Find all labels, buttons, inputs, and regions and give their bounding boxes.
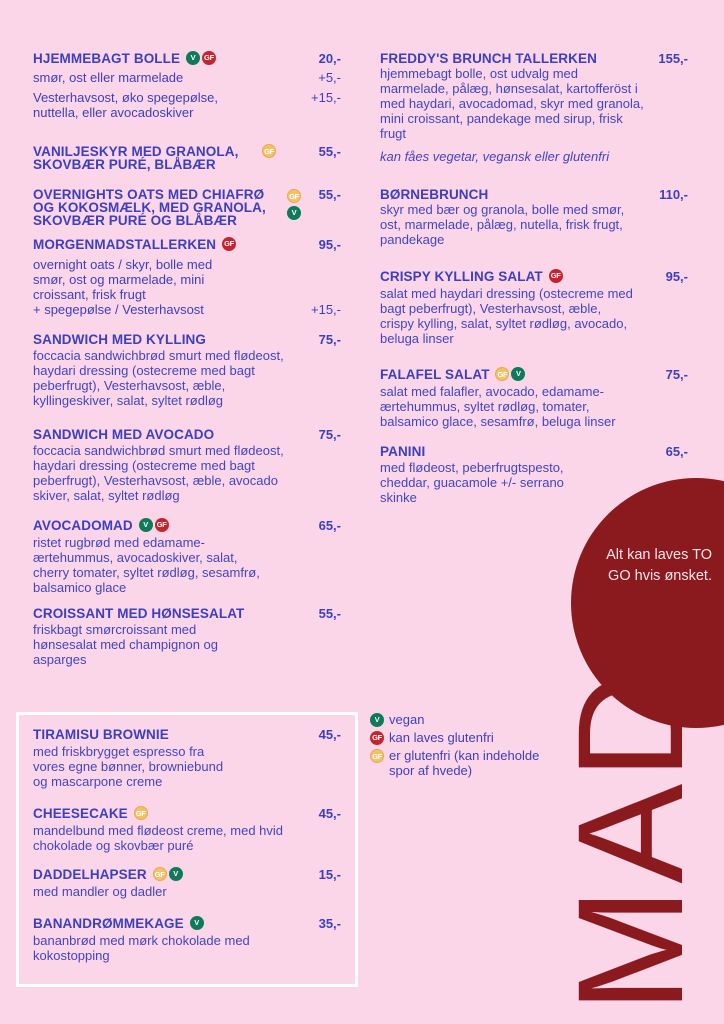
item-description: foccacia sandwichbrød smurt med flødeost, haydari dressing (ostecreme med bagt peberfrugt), Vesterhavsost, æble, kyllingeskiver, salat, syltet rødløg bbox=[33, 348, 284, 408]
item-name: AVOCADOMAD V GF bbox=[33, 519, 169, 533]
gluten-free-possible-badge-icon: GF bbox=[222, 237, 236, 251]
dessert-item-tiramisu bbox=[33, 728, 341, 789]
item-description: med flødeost, peberfrugtspesto, cheddar, guacamole +/- serrano skinke bbox=[380, 460, 564, 505]
item-price: 75,- bbox=[665, 367, 688, 382]
item-description: hjemmebagt bolle, ost udvalg med marmelade, pålæg, hønsesalat, kartofferöst i med haydari, avocadomad, skyr med granola, mini croissant, pandekage med sirup, frisk frugt bbox=[380, 66, 644, 141]
menu-item-freddys-brunch bbox=[380, 52, 688, 164]
item-line: Vesterhavsost, øko spegepølse, +15,- bbox=[33, 90, 341, 106]
gluten-free-badge-icon: GF bbox=[134, 806, 148, 820]
item-name: SANDWICH MED AVOCADO bbox=[33, 427, 215, 442]
menu-item-avocadomad bbox=[33, 519, 341, 595]
item-name: MORGENMADSTALLERKEN GF bbox=[33, 238, 236, 252]
item-line: smør, ost eller marmelade +5,- bbox=[33, 70, 341, 86]
item-name: CHEESECAKE GF bbox=[33, 807, 148, 821]
vegan-badge-icon: V bbox=[370, 713, 384, 727]
vegan-badge-icon: V bbox=[190, 916, 204, 930]
item-description: foccacia sandwichbrød smurt med flødeost, haydari dressing (ostecreme med bagt peberfrugt), Vesterhavsost, æble, avocado skiver, salat, syltet rødløg bbox=[33, 443, 284, 503]
vegan-badge-icon: V bbox=[511, 367, 525, 381]
item-price: 75,- bbox=[318, 427, 341, 442]
legend-item-vegan: V vegan bbox=[370, 712, 570, 727]
item-name: SANDWICH MED KYLLING bbox=[33, 332, 206, 347]
item-name: CROISSANT MED HØNSESALAT bbox=[33, 606, 245, 621]
item-description: med friskbrygget espresso fra vores egne bønner, browniebund og mascarpone creme bbox=[33, 744, 224, 789]
vegan-badge-icon: V bbox=[287, 206, 301, 220]
menu-item-falafel-salat bbox=[380, 368, 688, 429]
item-name: HJEMMEBAGT BOLLE V GF bbox=[33, 52, 216, 66]
item-price: 55,- bbox=[318, 606, 341, 621]
item-price: 110,- bbox=[659, 187, 688, 202]
item-price: 95,- bbox=[318, 237, 341, 252]
item-price: 35,- bbox=[318, 916, 341, 931]
item-description: salat med haydari dressing (ostecreme med bagt peberfrugt), Vesterhavsost, æble, crispy kylling, salat, syltet rødløg, avocado, beluga linser bbox=[380, 286, 633, 347]
item-description: bananbrød med mørk chokolade med kokostopping bbox=[33, 933, 250, 964]
vegan-badge-icon: V bbox=[169, 867, 183, 881]
item-line: nuttella, eller avocadoskiver bbox=[33, 105, 194, 121]
item-price: 45,- bbox=[318, 727, 341, 742]
item-name: TIRAMISU BROWNIE bbox=[33, 727, 169, 742]
item-name: BANANDRØMMEKAGE V bbox=[33, 917, 204, 931]
item-price: 95,- bbox=[665, 269, 688, 284]
item-note: kan fåes vegetar, vegansk eller glutenfri bbox=[380, 149, 610, 164]
menu-item-crispy-kylling-salat bbox=[380, 270, 688, 346]
item-name: FALAFEL SALAT GF V bbox=[380, 368, 525, 382]
item-description: ristet rugbrød med edamame-ærtehummus, avocadoskiver, salat, cherry tomater, syltet rødløg, sesamfrø, balsamico glace bbox=[33, 535, 260, 596]
gluten-free-possible-badge-icon: GF bbox=[202, 51, 216, 65]
item-line: smør, ost og marmelade, mini bbox=[33, 272, 205, 288]
togo-note: Alt kan laves TO GO hvis ønsket. bbox=[606, 547, 712, 584]
item-price: 75,- bbox=[318, 332, 341, 347]
gluten-free-badge-icon: GF bbox=[153, 867, 167, 881]
item-price: 155,- bbox=[658, 51, 688, 66]
item-price: 45,- bbox=[318, 806, 341, 821]
item-description: friskbagt smørcroissant med hønsesalat med champignon og asparges bbox=[33, 622, 219, 667]
menu-item-morgenmadstallerken bbox=[33, 238, 341, 317]
item-line: + spegepølse / Vesterhavsost +15,- bbox=[33, 302, 341, 318]
item-line: croissant, frisk frugt bbox=[33, 287, 146, 303]
item-description: med mandler og dadler bbox=[33, 884, 167, 900]
item-name: DADDELHAPSER GF V bbox=[33, 868, 183, 882]
menu-item-vaniljeskyr bbox=[33, 145, 341, 171]
item-description: salat med falafler, avocado, edamame-ærtehummus, syltet rødløg, tomater, balsamico glace, sesamfrø, beluga linser bbox=[380, 384, 616, 430]
item-name: PANINI bbox=[380, 444, 426, 459]
item-line: overnight oats / skyr, bolle med bbox=[33, 257, 213, 273]
menu-item-overnight-oats bbox=[33, 188, 341, 227]
gluten-free-badge-icon: GF bbox=[370, 749, 384, 763]
item-price: 20,- bbox=[318, 51, 341, 66]
dessert-item-banandrommekage bbox=[33, 917, 341, 963]
item-description: mandelbund med flødeost creme, med hvid chokolade og skovbær puré bbox=[33, 823, 284, 854]
gluten-free-badge-icon: GF bbox=[495, 367, 509, 381]
vegan-badge-icon: V bbox=[186, 51, 200, 65]
item-price: 55,- bbox=[318, 144, 341, 159]
vegan-badge-icon: V bbox=[139, 518, 153, 532]
menu-item-sandwich-avocado bbox=[33, 428, 341, 503]
menu-item-hjemmebagt-bolle bbox=[33, 52, 341, 120]
item-price: 15,- bbox=[318, 867, 341, 882]
legend-item-gluten-free-possible: GF kan laves glutenfri bbox=[370, 730, 570, 745]
menu-item-bornebrunch bbox=[380, 188, 688, 247]
item-description: skyr med bær og granola, bolle med smør, ost, marmelade, pålæg, nutella, frisk frugt, pandekage bbox=[380, 202, 625, 247]
dessert-item-cheesecake bbox=[33, 807, 341, 853]
item-price: 55,- bbox=[318, 187, 341, 202]
gluten-free-possible-badge-icon: GF bbox=[370, 731, 384, 745]
menu-item-sandwich-kylling bbox=[33, 333, 341, 408]
section-title-mad: MAD bbox=[546, 667, 714, 1013]
badge-legend bbox=[370, 712, 570, 781]
gluten-free-possible-badge-icon: GF bbox=[549, 269, 563, 283]
menu-item-croissant bbox=[33, 607, 341, 667]
item-price: 65,- bbox=[665, 444, 688, 459]
item-price: 65,- bbox=[318, 518, 341, 533]
gluten-free-badge-icon: GF bbox=[287, 189, 301, 203]
item-name: CRISPY KYLLING SALAT GF bbox=[380, 270, 563, 284]
gluten-free-possible-badge-icon: GF bbox=[155, 518, 169, 532]
gluten-free-badge-icon: GF bbox=[262, 144, 276, 158]
dessert-item-daddelhapser bbox=[33, 868, 341, 899]
item-name: VANILJESKYR MED GRANOLA, SKOVBÆR PURÉ, BLÅBÆR bbox=[33, 144, 239, 172]
item-name: OVERNIGHTS OATS MED CHIAFRØ OG KOKOSMÆLK, MED GRANOLA, SKOVBÆR PURÉ OG BLÅBÆR bbox=[33, 187, 266, 228]
item-name: BØRNEBRUNCH bbox=[380, 187, 489, 202]
legend-item-gluten-free: GF er glutenfri (kan indeholde spor af hvede) bbox=[370, 748, 560, 778]
item-name: FREDDY'S BRUNCH TALLERKEN bbox=[380, 51, 597, 66]
